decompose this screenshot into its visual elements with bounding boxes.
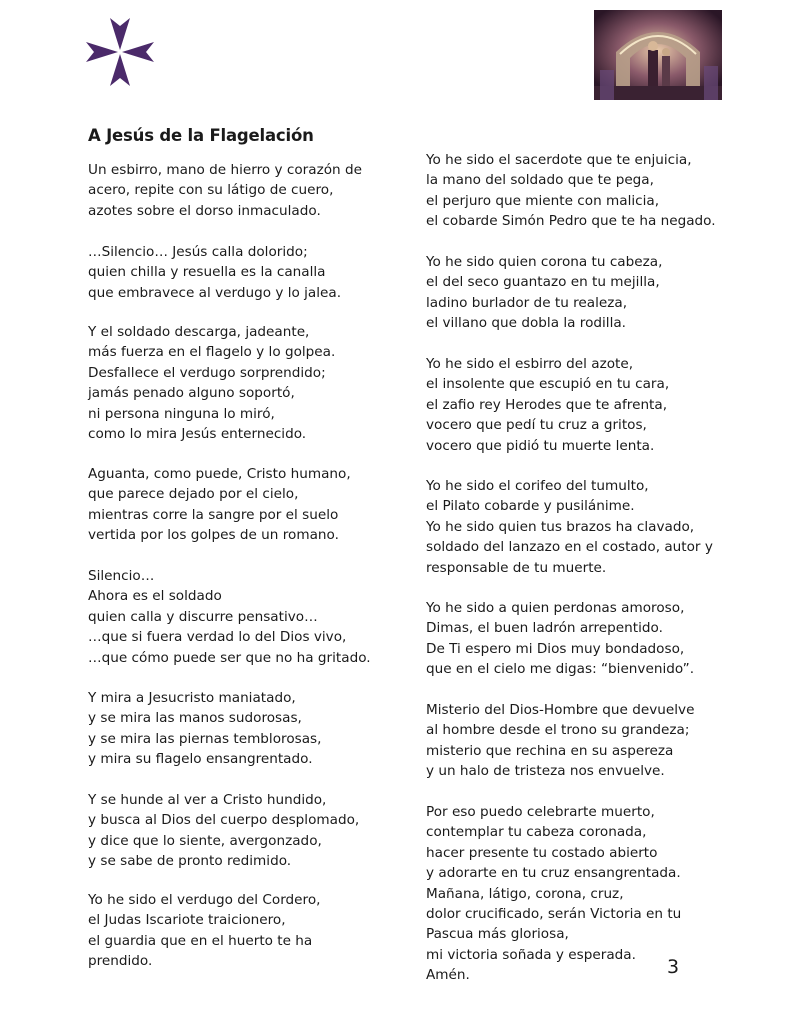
verse-line: mientras corre la sangre por el suelo [88,506,339,523]
poem-title: A Jesús de la Flagelación [88,126,314,145]
verse-line: mi victoria soñada y esperada. [426,946,636,963]
verse-line: dolor crucificado, serán Victoria en tu [426,906,682,923]
verse-line: Yo he sido quien tus brazos ha clavado, [426,518,695,535]
stanza [88,688,321,770]
verse-line: Desfallece el verdugo sorprendido; [88,364,326,381]
verse-line: Misterio del Dios-Hombre que devuelve [426,702,695,718]
verse-line: vertida por los golpes de un romano. [88,527,339,544]
verse-line: hacer presente tu costado abierto [426,844,658,861]
stanza [88,566,371,668]
verse-line: contemplar tu cabeza coronada, [426,824,647,841]
maltese-cross-icon [82,14,158,90]
stanza [426,252,662,334]
verse-line: Y se hunde al ver a Cristo hundido, [88,792,327,808]
procession-photo [594,10,722,100]
stanza [426,354,669,456]
verse-line: Dimas, el buen ladrón arrepentido. [426,620,663,637]
verse-line: que en el cielo me digas: “bienvenido”. [426,661,695,678]
stanza [88,890,320,972]
stanza [426,598,694,680]
verse-line: ladino burlador de tu realeza, [426,294,628,311]
verse-line: …que cómo puede ser que no ha gritado. [88,649,371,666]
verse-line: acero, repite con su látigo de cuero, [88,182,334,199]
verse-line: y un halo de tristeza nos envuelve. [426,763,665,780]
verse-line: el Pilato cobarde y pusilánime. [426,498,635,515]
verse-line: y mira su flagelo ensangrentado. [88,751,313,768]
verse-line: el insolente que escupió en tu cara, [426,376,670,393]
verse-line: Yo he sido el esbirro del azote, [426,356,634,372]
stanza [88,242,341,303]
verse-line: ni persona ninguna lo miró, [88,405,275,422]
stanza [88,464,351,546]
stanza [426,802,681,986]
verse-line: Yo he sido quien corona tu cabeza, [426,254,663,270]
verse-line: que parece dejado por el cielo, [88,486,299,503]
stanza [426,700,694,782]
stanza [88,322,335,444]
verse-line: Un esbirro, mano de hierro y corazón de [88,162,362,178]
verse-line: …Silencio… Jesús calla dolorido; [88,244,308,260]
verse-line: Amén. [426,967,470,984]
verse-line: y se sabe de pronto redimido. [88,853,292,870]
verse-line: vocero que pedí tu cruz a gritos, [426,417,647,434]
verse-line: jamás penado alguno soportó, [88,385,295,402]
verse-line: Ahora es el soldado [88,588,222,605]
stanza [88,790,359,872]
verse-line: Y mira a Jesucristo maniatado, [88,690,296,706]
verse-line: que embravece al verdugo y lo jalea. [88,284,342,301]
verse-line: Yo he sido el verdugo del Cordero, [88,892,321,908]
verse-line: el guardia que en el huerto te ha [88,932,313,949]
verse-line: más fuerza en el flagelo y lo golpea. [88,344,336,361]
verse-line: y se mira las manos sudorosas, [88,710,302,727]
verse-line: Yo he sido el corifeo del tumulto, [426,478,649,494]
verse-line: responsable de tu muerte. [426,559,607,576]
stanza [426,150,716,232]
page-number: 3 [667,956,680,978]
verse-line: al hombre desde el trono su grandeza; [426,722,690,739]
verse-line: vocero que pidió tu muerte lenta. [426,437,655,454]
stanza [88,160,362,221]
verse-line: misterio que rechina en su aspereza [426,742,674,759]
verse-line: …que si fuera verdad lo del Dios vivo, [88,629,347,646]
verse-line: el Judas Iscariote traicionero, [88,912,286,929]
stanza [426,476,713,578]
verse-line: azotes sobre el dorso inmaculado. [88,202,321,219]
verse-line: De Ti espero mi Dios muy bondadoso, [426,640,685,657]
verse-line: Silencio… [88,568,155,584]
verse-line: Mañana, látigo, corona, cruz, [426,885,624,902]
verse-line: Por eso puedo celebrarte muerto, [426,804,655,820]
verse-line: Pascua más gloriosa, [426,926,569,943]
verse-line: quien chilla y resuella es la canalla [88,264,326,281]
verse-line: el villano que dobla la rodilla. [426,315,626,332]
verse-line: Yo he sido a quien perdonas amoroso, [426,600,685,616]
verse-line: el perjuro que miente con malicia, [426,192,660,209]
verse-line: soldado del lanzazo en el costado, autor y [426,539,713,556]
verse-line: el zafio rey Herodes que te afrenta, [426,396,668,413]
verse-line: prendido. [88,953,153,970]
verse-line: y se mira las piernas temblorosas, [88,730,322,747]
verse-line: y adorarte en tu cruz ensangrentada. [426,865,681,882]
verse-line: el cobarde Simón Pedro que te ha negado. [426,213,716,230]
verse-line: la mano del soldado que te pega, [426,172,654,189]
verse-line: el del seco guantazo en tu mejilla, [426,274,660,291]
verse-line: Aguanta, como puede, Cristo humano, [88,466,351,482]
verse-line: Yo he sido el sacerdote que te enjuicia, [426,152,692,168]
verse-line: como lo mira Jesús enternecido. [88,426,307,443]
verse-line: y dice que lo siente, avergonzado, [88,832,322,849]
verse-line: y busca al Dios del cuerpo desplomado, [88,812,360,829]
verse-line: quien calla y discurre pensativo… [88,608,318,625]
verse-line: Y el soldado descarga, jadeante, [88,324,310,340]
